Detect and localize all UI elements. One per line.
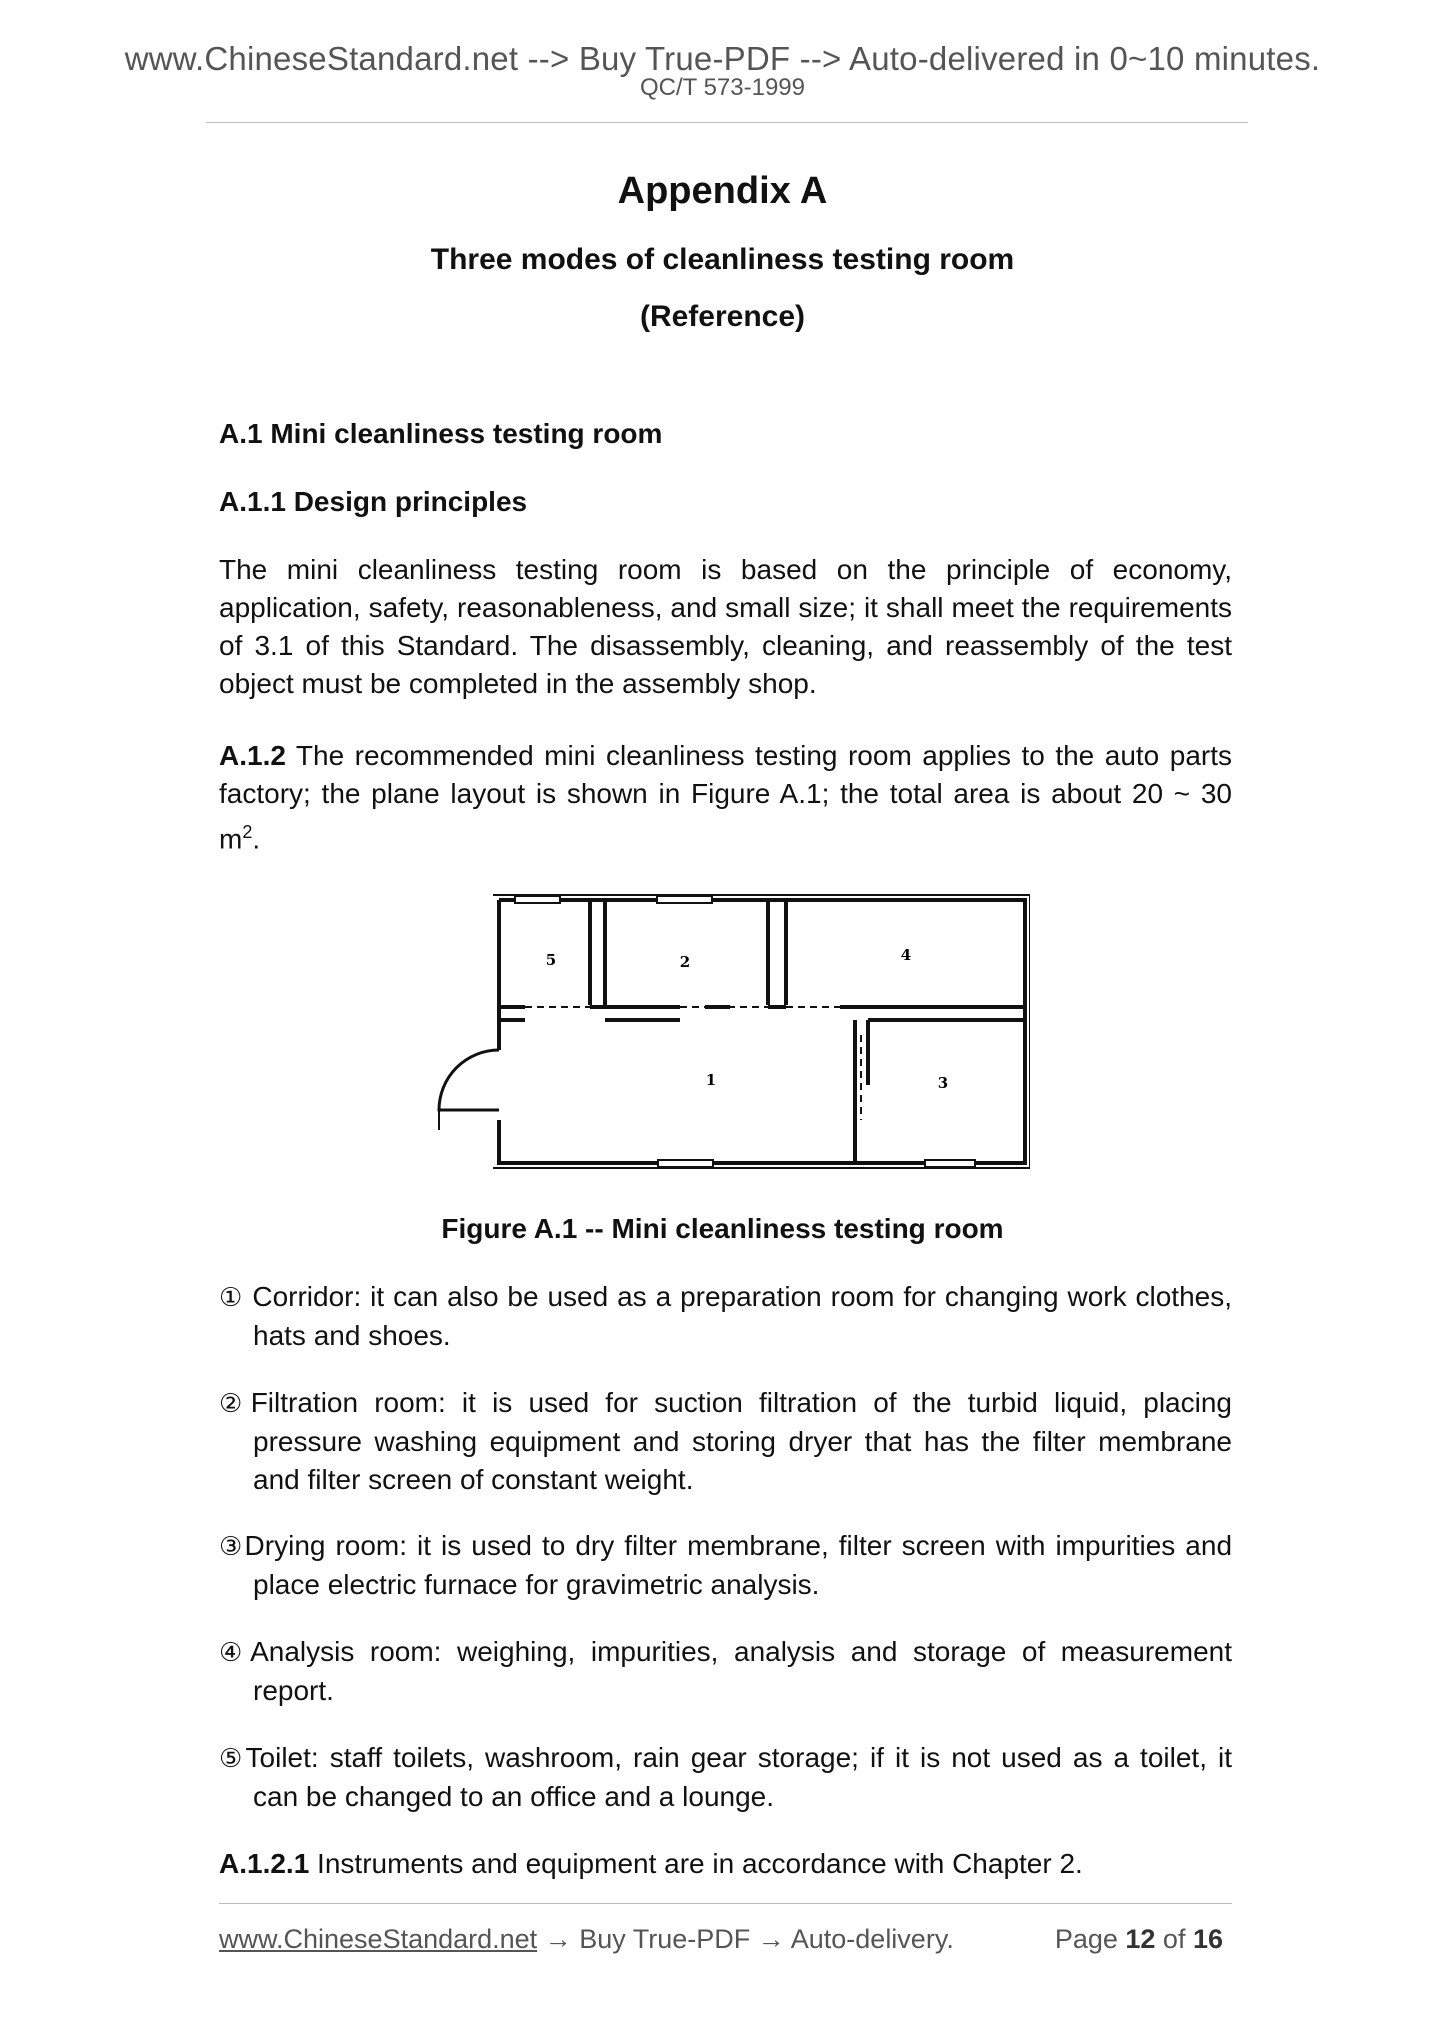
legend-item-corridor [219,1278,1232,1355]
legend-text: Toilet: staff toilets, washroom, rain gear storage; if it is not used as a toilet, it can be changed to an office and a lounge. [245,1742,1232,1812]
legend-item-analysis [219,1633,1232,1710]
entrance-door-swing [439,1050,499,1110]
site-banner: www.ChineseStandard.net --> Buy True-PDF --> Auto-delivered in 0~10 minutes. [124,40,1321,77]
footer-divider [219,1903,1232,1904]
standard-code: QC/T 573-1999 [640,74,805,101]
page-label: Page [1054,1924,1126,1954]
room-4-label: 4 [900,946,912,964]
total-pages: 16 [1192,1924,1223,1954]
section-a11-heading: A.1.1 Design principles [219,486,528,517]
legend-number: ④ [219,1638,251,1668]
current-page: 12 [1125,1924,1156,1954]
legend-item-drying [219,1527,1232,1604]
section-a12-number: A.1.2 [219,740,286,771]
section-a1-heading: A.1 Mini cleanliness testing room [219,418,663,449]
of-label: of [1155,1924,1193,1954]
legend-number: ② [219,1389,251,1419]
legend-text: Corridor: it can also be used as a preparation room for changing work clothes, hats and shoes. [243,1281,1233,1351]
section-a121-number: A.1.2.1 [219,1848,310,1879]
legend-item-filtration [219,1384,1232,1499]
outer-wall [499,900,1025,1163]
floor-plan-figure [430,885,1030,1170]
page-number [1055,1924,1223,1955]
section-a12-text: The recommended mini cleanliness testing room applies to the auto parts factory; the plane layout is shown in Figure A.1; the total area is about 20 ~ 30 m [219,740,1232,855]
figure-caption: Figure A.1 -- Mini cleanliness testing room [441,1213,1004,1244]
footer [219,1924,954,1955]
footer-site-link[interactable]: www.ChineseStandard.net [219,1924,538,1954]
legend-text: Drying room: it is used to dry filter membrane, filter screen with impurities and place electric furnace for gravimetric analysis. [244,1530,1233,1600]
section-a11-text: The mini cleanliness testing room is based on the principle of economy, application, safety, reasonableness, and small size; it shall meet the requirements of 3.1 of this Standard. The disassembly, cleaning, and reassembly of the test object must be completed in the assembly shop. [219,554,1232,699]
legend-item-toilet [219,1739,1232,1816]
legend-text: Filtration room: it is used for suction filtration of the turbid liquid, placing pressure washing equipment and storing dryer that has the filter membrane and filter screen of constant weight. [250,1387,1232,1495]
section-a121-text: Instruments and equipment are in accordance with Chapter 2. [309,1848,1083,1879]
room-2-label: 2 [679,953,691,971]
legend-number: ① [219,1283,244,1313]
header-divider [206,122,1248,123]
room-3-label: 3 [937,1074,949,1092]
appendix-subtitle: Three modes of cleanliness testing room [430,243,1015,276]
superscript-2: 2 [242,822,253,842]
section-a12-end: . [252,823,261,855]
appendix-title: Appendix A [617,170,828,212]
appendix-reference: (Reference) [639,300,806,333]
room-1-label: 1 [705,1071,717,1089]
footer-text: → Buy True-PDF → Auto-delivery. [537,1924,954,1954]
section-a121-paragraph [219,1845,1232,1883]
legend-number: ③ [219,1532,245,1562]
room-5-label: 5 [545,951,557,969]
legend-number: ⑤ [219,1744,246,1774]
section-a12-paragraph [219,737,1232,858]
legend-text: Analysis room: weighing, impurities, analysis and storage of measurement report. [250,1636,1232,1706]
